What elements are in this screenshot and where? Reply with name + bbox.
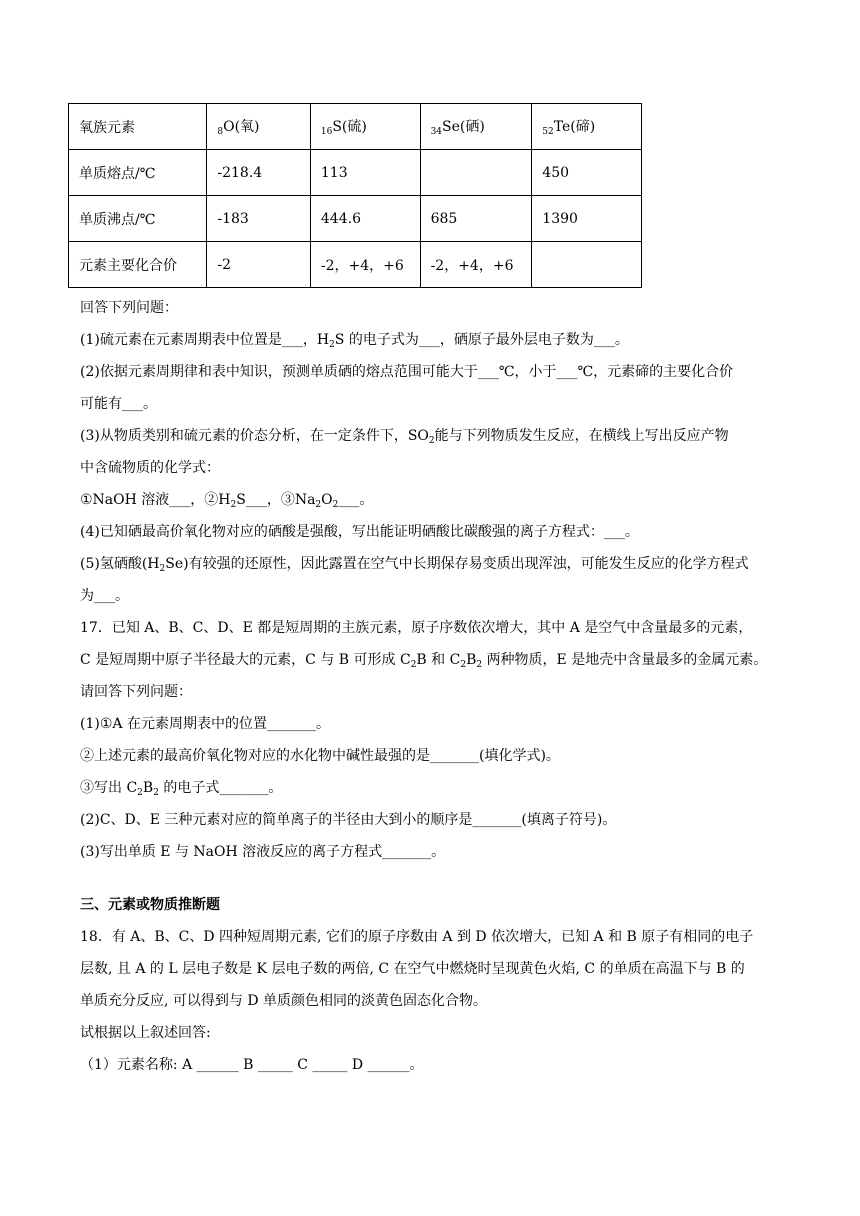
q16-part5-line1: (5)氢硒酸$(H_2Se)$有较强的还原性，因此露置在空气中长期保存易变质出现浑浊，可能发生反应的化学方程式 [80,556,749,574]
q16-part3-line2: 中含硫物质的化学式： [80,460,220,476]
q18-line4: 试根据以上叙述回答: [80,1025,211,1041]
table-cell: 685 [420,196,532,242]
q17-line7: (2)C、D、E 三种元素对应的简单离子的半径由大到小的顺序是_______(填离子符号)。 [80,812,617,828]
table-cell: -2，+4，+6 [420,242,532,288]
q16-part2-line2: 可能有___。 [80,396,157,412]
table-cell: 1390 [532,196,642,242]
table-cell: -218.4 [207,150,311,196]
table-cell: 元素主要化合价 [69,242,207,288]
table-cell: -2，+4，+6 [310,242,420,288]
table-cell [532,242,642,288]
table-cell: $_{16}$S(硫) [310,104,420,150]
q16-part3-line3: ①NaOH 溶液___，$②H_2S\_\_\_$，$③Na_2O_2\_\_\_$。 [80,492,374,510]
q16-intro: 回答下列问题： [80,300,178,316]
q16-part1: (1)硫元素在元素周期表中位置是___，$H_2S$ 的电子式为___，硒原子最外层电子数为___。 [80,332,629,350]
table-cell: 113 [310,150,420,196]
table-cell: 450 [532,150,642,196]
q18-line1: 18．有 A、B、C、D 四种短周期元素, 它们的原子序数由 A 到 D 依次增大，已知 A 和 B 原子有相同的电子 [80,929,754,945]
section-heading: 三、元素或物质推断题 [80,897,220,913]
q17-line1: 17．已知 A、B、C、D、E 都是短周期的主族元素，原子序数依次增大，其中 A 是空气中含量最多的元素， [80,620,753,636]
table-cell: -2 [207,242,311,288]
q18-line5: （1）元素名称: A ______ B _____ C _____ D ______。 [80,1057,424,1073]
table-cell: $_{34}$Se(硒) [420,104,532,150]
table-cell: -183 [207,196,311,242]
q16-part4: (4)已知硒最高价氧化物对应的硒酸是强酸，写出能证明硒酸比碳酸强的离子方程式：___。 [80,524,639,540]
q16-part3-line1: (3)从物质类别和硫元素的价态分析，在一定条件下，$SO_2$能与下列物质发生反应，在横线上写出反应产物 [80,428,729,446]
table-header-row [69,104,642,150]
table-row [69,196,642,242]
q17-line2: C 是短周期中原子半径最大的元素，C 与 B 可形成 $C_2B$ 和 $C_2B_2$ 两种物质，E 是地壳中含量最多的金属元素。 [80,652,768,670]
q16-part5-line2: 为___。 [80,588,129,604]
q18-line3: 单质充分反应, 可以得到与 D 单质颜色相同的淡黄色固态化合物。 [80,993,488,1009]
q17-line5: ②上述元素的最高价氧化物对应的水化物中碱性最强的是_______(填化学式)。 [80,748,560,764]
table-cell: 氧族元素 [69,104,207,150]
table-cell: $_8$O(氧) [207,104,311,150]
q17-line8: (3)写出单质 E 与 NaOH 溶液反应的离子方程式_______。 [80,844,446,860]
table-cell [420,150,532,196]
table-cell: 444.6 [310,196,420,242]
q17-line3: 请回答下列问题： [80,684,192,700]
oxygen-group-table [68,103,642,288]
q18-line2: 层数, 且 A 的 L 层电子数是 K 层电子数的两倍, C 在空气中燃烧时呈现黄色火焰, C 的单质在高温下与 B 的 [80,961,745,977]
q16-part2-line1: (2)依据元素周期律和表中知识，预测单质硒的熔点范围可能大于___℃，小于___℃，元素碲的主要化合价 [80,364,734,380]
table-row [69,242,642,288]
table-cell: 单质沸点/℃ [69,196,207,242]
q17-line4: (1)①A 在元素周期表中的位置_______。 [80,716,330,732]
table-cell: 单质熔点/℃ [69,150,207,196]
table-cell: $_{52}$Te(碲) [532,104,642,150]
table-row [69,150,642,196]
q17-line6: ③写出 $C_2B_2$ 的电子式_______。 [80,780,283,798]
